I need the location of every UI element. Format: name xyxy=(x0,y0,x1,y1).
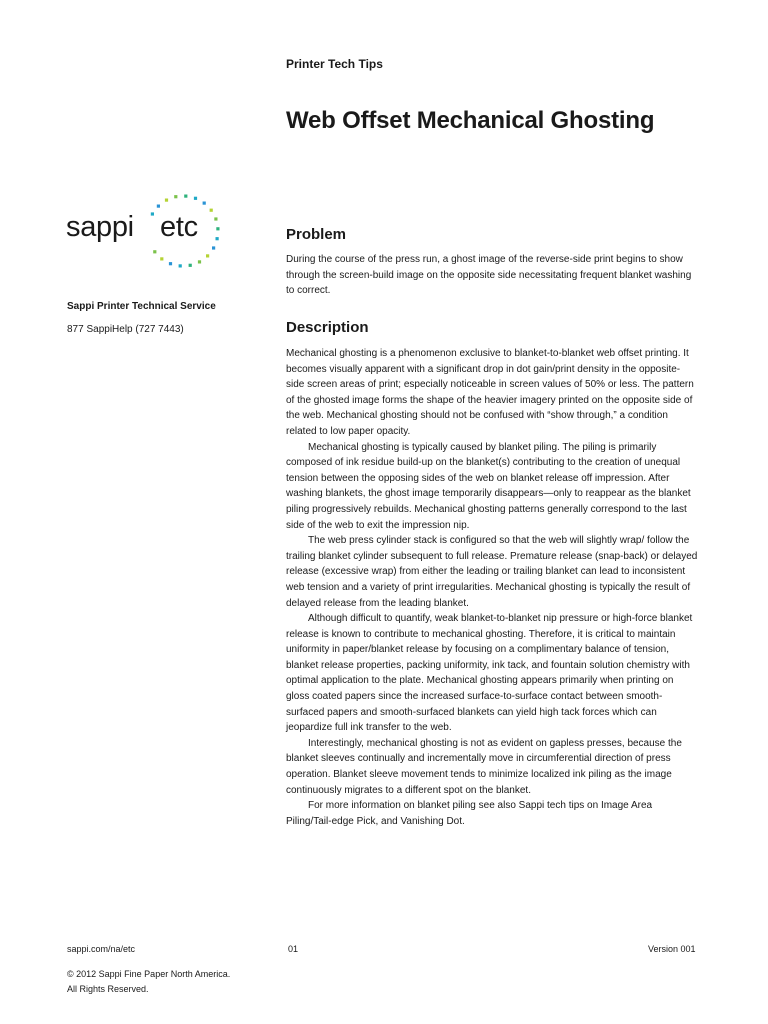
logo-dot xyxy=(151,212,154,215)
page-title: Web Offset Mechanical Ghosting xyxy=(286,107,655,134)
logo-dot xyxy=(157,205,160,208)
kicker-label: Printer Tech Tips xyxy=(286,57,383,71)
description-paragraph: Mechanical ghosting is a phenomenon exclusive to blanket-to-blanket web offset printing. It becomes visually apparent with a significant drop in dot gain/print density in the opposite-side screen areas of print; especially noticeable in screen values of 50% or less. The pattern of the ghosted image forms the shape of the heavier imagery printed on the opposite side of the web. Mechanical ghosting should not be confused with “show through,” a condition related to low paper opacity. xyxy=(286,348,694,437)
copyright xyxy=(67,967,230,997)
logo-dot xyxy=(189,264,192,267)
logo-dot xyxy=(198,260,201,263)
copyright-line: © 2012 Sappi Fine Paper North America. xyxy=(67,969,231,979)
description-paragraph: Mechanical ghosting is typically caused by blanket piling. The piling is primarily composed of ink residue build-up on the blanket(s) contributing to the creation of unequal tension between the opposing sides of the web on blanket release off impression. After washing blankets, the ghost image temporarily disappears—only to reappear as the blanket piling progressively rebuilds. Mechanical ghosting patterns generally correspond to the last side of the web to exit the impression nip. xyxy=(286,441,691,531)
logo-dot xyxy=(174,195,177,198)
page-number: 01 xyxy=(288,944,299,954)
service-name: Sappi Printer Technical Service xyxy=(67,301,216,312)
logo-dot xyxy=(216,237,219,240)
logo-dot xyxy=(165,199,168,202)
logo-dot xyxy=(206,254,209,257)
logo-dot xyxy=(203,202,206,205)
problem-paragraph: During the course of the press run, a ghost image of the reverse-side print begins to show through the screen-build image on the opposite side necessitating frequent blanket washing to correct. xyxy=(286,254,692,297)
description-paragraph: The web press cylinder stack is configured so that the web will slightly wrap/ follow the trailing blanket cylinder subsequent to full release. Premature release (snap-back) or delayed release (excessive wrap) from either the leading or trailing blanket can lead to inconsistent web tension and a variety of print irregularities. Mechanical ghosting is typically the result of delayed release from the leading blanket. xyxy=(286,535,698,609)
logo-dot xyxy=(210,209,213,212)
description-paragraph: Although difficult to quantify, weak blanket-to-blanket nip pressure or high-force blanket release is known to contribute to mechanical ghosting. Therefore, it is critical to maintain uniformity in paper/blanket release by focusing on a complimentary balance of tension, blanket release properties, packing uniformity, ink tack, and fountain solution chemistry with optimal application to the plate. Mechanical ghosting appears primarily when printing on gloss coated papers since the increased surface-to-surface contact between smooth-surfaced papers and smooth-surfaced blankets can yield high tack forces which can jeopardize full ink transfer to the web. xyxy=(286,613,693,734)
sappi-etc-logo xyxy=(66,193,226,273)
logo-dot xyxy=(216,227,219,230)
logo-dot xyxy=(194,197,197,200)
description-text xyxy=(286,346,698,829)
problem-text xyxy=(286,252,698,299)
description-heading: Description xyxy=(286,319,369,336)
logo-dot xyxy=(212,246,215,249)
description-paragraph: For more information on blanket piling see also Sappi tech tips on Image Area Piling/Tail-edge Pick, and Vanishing Dot. xyxy=(286,800,653,827)
logo-dot xyxy=(160,257,163,260)
logo-word-sappi: sappi xyxy=(66,211,134,243)
service-phone: 877 SappiHelp (727 7443) xyxy=(67,324,184,335)
copyright-line: All Rights Reserved. xyxy=(67,984,149,994)
logo-dot xyxy=(153,250,156,253)
logo-word-etc: etc xyxy=(160,211,198,243)
logo-dot xyxy=(214,217,217,220)
problem-heading: Problem xyxy=(286,226,347,243)
footer-url: sappi.com/na/etc xyxy=(67,944,136,954)
logo-dot xyxy=(169,262,172,265)
logo-dot xyxy=(179,264,182,267)
version-label: Version 001 xyxy=(648,944,696,954)
logo-dot xyxy=(184,195,187,198)
description-paragraph: Interestingly, mechanical ghosting is not as evident on gapless presses, because the blanket sleeves continually and incrementally move in circumferential direction of press operation. Blanket sleeve movement tends to minimize localized ink piling as the image continuously migrates to a different spot on the blanket. xyxy=(286,737,682,796)
